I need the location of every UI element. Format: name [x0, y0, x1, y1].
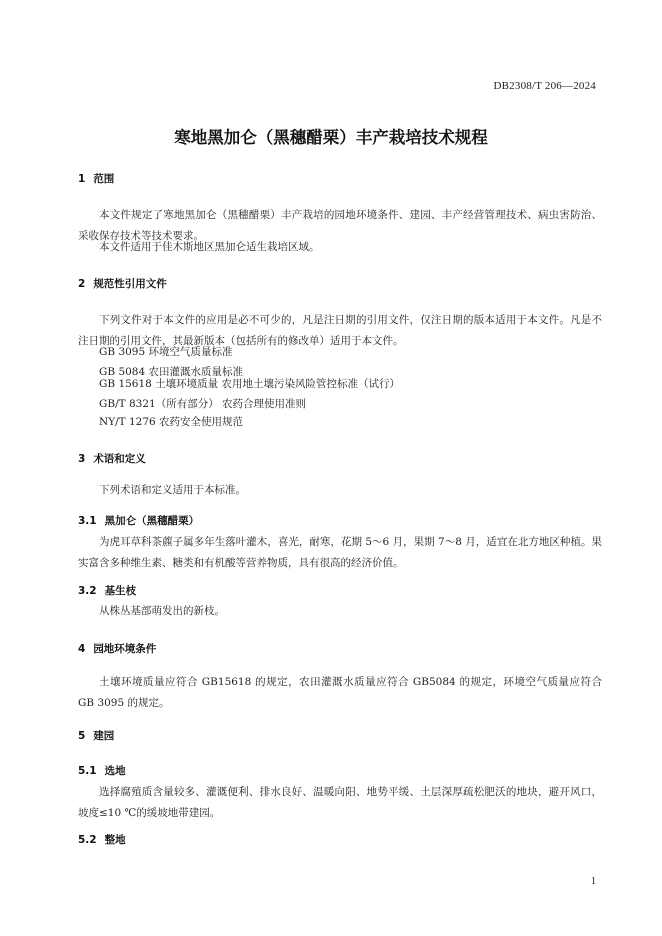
section-4-heading [78, 641, 156, 656]
section-number: 4 [78, 643, 86, 655]
paragraph: 本文件规定了寒地黑加仑（黑穗醋栗）丰产栽培的园地环境条件、建园、丰产经营管理技术、病虫害防治、采收保存技术等技术要求。 [78, 209, 602, 242]
section-number: 5.2 [78, 834, 97, 846]
section-1-heading [78, 171, 114, 186]
subsection-3-2-heading [78, 583, 136, 598]
section-number: 3 [78, 453, 86, 465]
section-title: 基生枝 [104, 585, 137, 597]
reference-item: NY/T 1276 农药安全使用规范 [99, 416, 244, 428]
reference-item: GB 5084 农田灌溉水质量标准 [99, 366, 244, 378]
subsection-5-2-heading [78, 832, 126, 847]
section-5-heading [78, 728, 114, 743]
section-title: 园地环境条件 [93, 643, 157, 655]
section-number: 2 [78, 278, 86, 290]
section-number: 5.1 [78, 765, 97, 777]
document-number: DB2308/T 206—2024 [493, 80, 596, 92]
document-title: 寒地黑加仑（黑穗醋栗）丰产栽培技术规程 [174, 128, 488, 147]
section-title: 术语和定义 [93, 453, 146, 465]
reference-item: GB/T 8321（所有部分） 农药合理使用准则 [99, 398, 307, 410]
section-number: 3.1 [78, 515, 97, 527]
section-2-heading [78, 276, 167, 291]
paragraph: 为虎耳草科茶藨子属多年生落叶灌木，喜光，耐寒，花期 5～6 月，果期 7～8 月，适宜在北方地区种植。果实富含多种维生素、糖类和有机酸等营养物质，具有很高的经济价值。 [78, 536, 602, 569]
paragraph: 从株丛基部萌发出的新枝。 [99, 605, 225, 617]
section-number: 1 [78, 173, 86, 185]
reference-item: GB 15618 土壤环境质量 农用地土壤污染风险管控标准（试行） [99, 378, 401, 390]
subsection-3-1-heading [78, 513, 199, 528]
section-number: 3.2 [78, 585, 97, 597]
paragraph: 本文件适用于佳木斯地区黑加仑适生栽培区域。 [99, 241, 320, 253]
section-title: 整地 [104, 834, 126, 846]
reference-item: GB 3095 环境空气质量标准 [99, 346, 233, 358]
section-number: 5 [78, 730, 86, 742]
section-title: 建园 [93, 730, 115, 742]
section-title: 范围 [93, 173, 115, 185]
section-title: 规范性引用文件 [93, 278, 167, 290]
subsection-5-1-heading [78, 763, 126, 778]
section-title: 黑加仑（黑穗醋栗） [104, 515, 200, 527]
section-3-heading [78, 451, 146, 466]
paragraph: 选择腐殖质含量较多、灌溉便利、排水良好、温暖向阳、地势平缓、土层深厚疏松肥沃的地块，避开风口，坡度≤10 ℃的缓坡地带建园。 [78, 786, 602, 819]
paragraph: 下列术语和定义适用于本标准。 [99, 484, 246, 496]
paragraph: 下列文件对于本文件的应用是必不可少的，凡是注日期的引用文件，仅注日期的版本适用于本文件。凡是不注日期的引用文件，其最新版本（包括所有的修改单）适用于本文件。 [78, 314, 602, 347]
section-title: 选地 [104, 765, 126, 777]
page-number: 1 [591, 876, 596, 887]
paragraph: 土壤环境质量应符合 GB15618 的规定，农田灌溉水质量应符合 GB5084 的规定，环境空气质量应符合 GB 3095 的规定。 [78, 676, 602, 709]
